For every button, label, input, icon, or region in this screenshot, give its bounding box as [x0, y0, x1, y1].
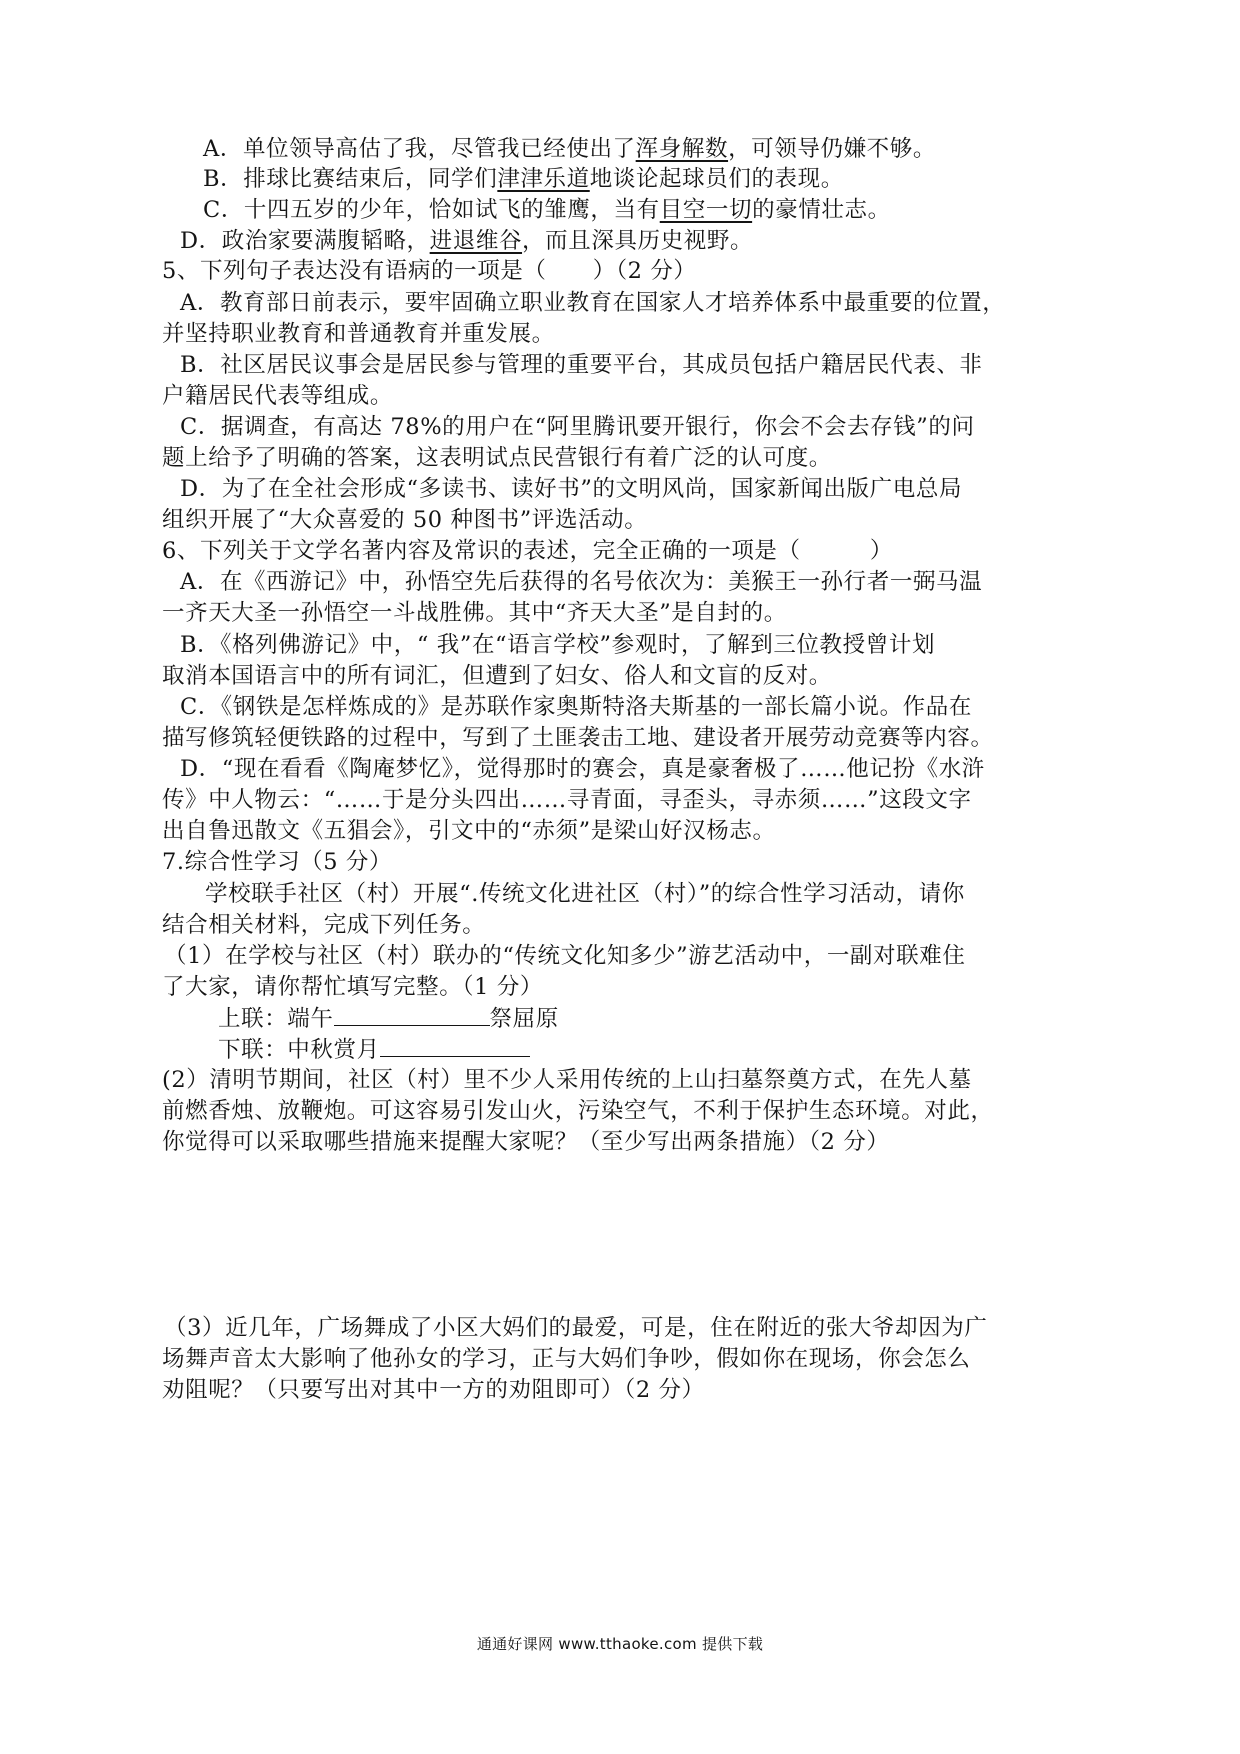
couplet-lower-blank	[380, 1034, 530, 1057]
q5-title: 5、下列句子表达没有语病的一项是（ ）（2 分）	[162, 258, 697, 284]
q7-sub3-line: 场舞声音太大影响了他孙女的学习，正与大妈们争吵，假如你在现场，你会怎么	[162, 1346, 971, 1372]
page-footer: 通通好课网 www.tthaoke.com 提供下载	[476, 1635, 764, 1653]
q4-option-a-term: 浑身解数	[635, 136, 729, 162]
q4-option-d: D．政治家要满腹韬略，进退维谷，而且深具历史视野。	[180, 228, 754, 254]
q7-sub2-line: 前燃香烛、放鞭炮。可这容易引发山火，污染空气，不利于保护生态环境。对此，	[162, 1098, 994, 1124]
q6-line: 取消本国语言中的所有词汇，但遭到了妇女、俗人和文盲的反对。	[162, 663, 832, 689]
couplet-lower: 下联：中秋赏月	[218, 1034, 530, 1065]
couplet-upper: 上联：端午 祭屈原	[218, 1003, 559, 1034]
q7-sub3-line: （3）近几年，广场舞成了小区大妈们的最爱，可是，住在附近的张大爷却因为广	[164, 1315, 988, 1341]
q4-option-a: A．单位领导高估了我，尽管我已经使出了浑身解数，可领导仍嫌不够。	[203, 136, 936, 162]
q6-line: 一齐天大圣一孙悟空一斗战胜佛。其中“齐天大圣”是自封的。	[162, 600, 787, 626]
q5-line: B．社区居民议事会是居民参与管理的重要平台，其成员包括户籍居民代表、非	[180, 352, 983, 378]
couplet-upper-blank	[334, 1003, 490, 1026]
q4-option-c-term: 目空一切	[659, 197, 753, 223]
q5-line: D．为了在全社会形成“多读书、读好书”的文明风尚，国家新闻出版广电总局	[180, 476, 963, 502]
q5-line: 组织开展了“大众喜爱的 50 种图书”评选活动。	[162, 507, 648, 533]
q6-line: 出自鲁迅散文《五猖会》，引文中的“赤须”是梁山好汉杨志。	[162, 818, 776, 844]
q6-title: 6、下列关于文学名著内容及常识的表述，完全正确的一项是（ ）	[162, 538, 894, 564]
q7-sub2-line: 你觉得可以采取哪些措施来提醒大家呢？（至少写出两条措施）（2 分）	[162, 1129, 890, 1155]
q5-line: C．据调查，有高达 78%的用户在“阿里腾讯要开银行，你会不会去存钱”的问	[180, 414, 975, 440]
q5-line: 户籍居民代表等组成。	[162, 383, 394, 409]
q5-line: 题上给予了明确的答案，这表明试点民营银行有着广泛的认可度。	[162, 445, 832, 471]
q7-sub1-line: 了大家，请你帮忙填写完整。（1 分）	[162, 974, 544, 1000]
q7-sub1-line: （1）在学校与社区（村）联办的“传统文化知多少”游艺活动中，一副对联难住	[164, 943, 966, 969]
q4-option-b-term: 津津乐道	[497, 166, 590, 192]
q6-line: A．在《西游记》中，孙悟空先后获得的名号依次为：美猴王一孙行者一弼马温	[180, 569, 983, 595]
q7-sub2-line: (2）清明节期间，社区（村）里不少人采用传统的上山扫墓祭奠方式，在先人墓	[162, 1067, 972, 1093]
q4-option-c: C．十四五岁的少年，恰如试飞的雏鹰，当有目空一切的豪情壮志。	[203, 197, 891, 223]
q7-intro-line: 学校联手社区（村）开展“.传统文化进社区（村）”的综合性学习活动，请你	[205, 881, 965, 907]
q6-line: 描写修筑轻便铁路的过程中，写到了土匪袭击工地、建设者开展劳动竞赛等内容。	[162, 725, 994, 751]
q6-line: B．《格列佛游记》中，“ 我”在“语言学校”参观时，了解到三位教授曾计划	[180, 632, 936, 658]
q6-line: 传》中人物云：“……于是分头四出……寻青面，寻歪头，寻赤须……”这段文字	[162, 787, 972, 813]
q6-line: D．“现在看看《陶庵梦忆》，觉得那时的赛会，真是豪奢极了……他记扮《水浒	[180, 756, 985, 782]
q5-line: A．教育部日前表示，要牢固确立职业教育在国家人才培养体系中最重要的位置，	[180, 290, 1006, 316]
q5-line: 并坚持职业教育和普通教育并重发展。	[162, 321, 555, 347]
q4-option-b: B．排球比赛结束后，同学们津津乐道地谈论起球员们的表现。	[203, 166, 844, 192]
q4-option-d-term: 进退维谷	[429, 228, 523, 254]
q7-title: 7.综合性学习（5 分）	[162, 849, 393, 875]
q7-sub3-line: 劝阻呢？（只要写出对其中一方的劝阻即可）（2 分）	[162, 1377, 705, 1403]
q6-line: C．《钢铁是怎样炼成的》是苏联作家奥斯特洛夫斯基的一部长篇小说。作品在	[180, 694, 972, 720]
q7-intro-line: 结合相关材料，完成下列任务。	[162, 912, 486, 938]
